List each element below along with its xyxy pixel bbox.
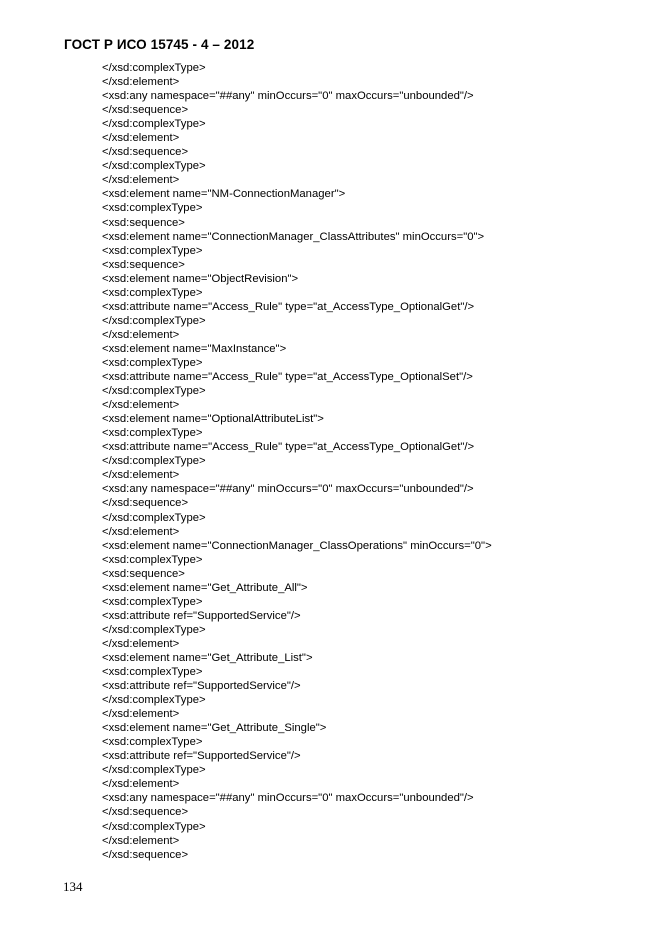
- page-number: 134: [63, 879, 83, 894]
- code-line: <xsd:attribute name="Access_Rule" type="at_AccessType_OptionalSet"/>: [102, 371, 473, 384]
- code-line: <xsd:sequence>: [102, 567, 185, 580]
- code-line: </xsd:complexType>: [102, 820, 206, 833]
- code-line: <xsd:attribute name="Access_Rule" type="at_AccessType_OptionalGet"/>: [102, 300, 475, 313]
- code-line: </xsd:complexType>: [102, 764, 206, 777]
- code-line: <xsd:element name="Get_Attribute_List">: [102, 651, 313, 664]
- code-line: <xsd:complexType>: [102, 595, 203, 608]
- code-line: </xsd:element>: [102, 469, 180, 482]
- code-line: <xsd:sequence>: [102, 216, 185, 229]
- code-line: <xsd:element name="MaxInstance">: [102, 342, 287, 355]
- code-line: </xsd:complexType>: [102, 455, 206, 468]
- code-line: </xsd:element>: [102, 708, 180, 721]
- code-line: </xsd:element>: [102, 174, 180, 187]
- code-line: </xsd:sequence>: [102, 146, 189, 159]
- code-line: <xsd:element name="ConnectionManager_ClassOperations" minOccurs="0">: [102, 539, 492, 552]
- code-line: </xsd:complexType>: [102, 314, 206, 327]
- code-line: </xsd:complexType>: [102, 160, 206, 173]
- code-line: <xsd:element name="Get_Attribute_All">: [102, 581, 308, 594]
- code-line: </xsd:element>: [102, 778, 180, 791]
- code-line: <xsd:attribute ref="SupportedService"/>: [102, 680, 301, 693]
- code-line: <xsd:any namespace="##any" minOccurs="0" maxOccurs="unbounded"/>: [102, 792, 474, 805]
- code-line: <xsd:complexType>: [102, 202, 203, 215]
- code-line: <xsd:complexType>: [102, 736, 203, 749]
- code-line: </xsd:element>: [102, 637, 180, 650]
- code-line: <xsd:attribute ref="SupportedService"/>: [102, 750, 301, 763]
- code-line: </xsd:complexType>: [102, 511, 206, 524]
- code-line: </xsd:complexType>: [102, 385, 206, 398]
- code-line: <xsd:complexType>: [102, 356, 203, 369]
- code-line: </xsd:complexType>: [102, 694, 206, 707]
- code-line: </xsd:sequence>: [102, 497, 189, 510]
- code-line: <xsd:complexType>: [102, 244, 203, 257]
- code-line: <xsd:element name="Get_Attribute_Single">: [102, 722, 327, 735]
- page-header: ГОСТ Р ИСО 15745 - 4 – 2012: [64, 37, 255, 52]
- code-line: <xsd:element name="OptionalAttributeList">: [102, 413, 324, 426]
- code-line: </xsd:element>: [102, 834, 180, 847]
- code-line: <xsd:complexType>: [102, 666, 203, 679]
- code-line: <xsd:complexType>: [102, 553, 203, 566]
- code-line: </xsd:element>: [102, 132, 180, 145]
- code-line: <xsd:any namespace="##any" minOccurs="0" maxOccurs="unbounded"/>: [102, 483, 474, 496]
- code-line: </xsd:sequence>: [102, 104, 189, 117]
- code-line: </xsd:element>: [102, 399, 180, 412]
- code-line: <xsd:attribute ref="SupportedService"/>: [102, 609, 301, 622]
- code-line: <xsd:complexType>: [102, 427, 203, 440]
- code-line: </xsd:complexType>: [102, 62, 206, 74]
- code-line: </xsd:complexType>: [102, 118, 206, 131]
- code-line: <xsd:attribute name="Access_Rule" type="at_AccessType_OptionalGet"/>: [102, 441, 475, 454]
- code-line: </xsd:sequence>: [102, 806, 189, 819]
- code-line: </xsd:complexType>: [102, 623, 206, 636]
- code-line: <xsd:element name="NM-ConnectionManager">: [102, 188, 346, 201]
- code-line: <xsd:complexType>: [102, 286, 203, 299]
- xml-schema-listing: [102, 61, 492, 862]
- code-line: </xsd:element>: [102, 525, 180, 538]
- code-line: </xsd:sequence>: [102, 848, 189, 861]
- code-line: </xsd:element>: [102, 76, 180, 89]
- code-line: <xsd:sequence>: [102, 258, 185, 271]
- code-line: </xsd:element>: [102, 328, 180, 341]
- code-line: <xsd:element name="ConnectionManager_ClassAttributes" minOccurs="0">: [102, 230, 485, 243]
- code-line: <xsd:element name="ObjectRevision">: [102, 272, 299, 285]
- code-line: <xsd:any namespace="##any" minOccurs="0" maxOccurs="unbounded"/>: [102, 90, 474, 103]
